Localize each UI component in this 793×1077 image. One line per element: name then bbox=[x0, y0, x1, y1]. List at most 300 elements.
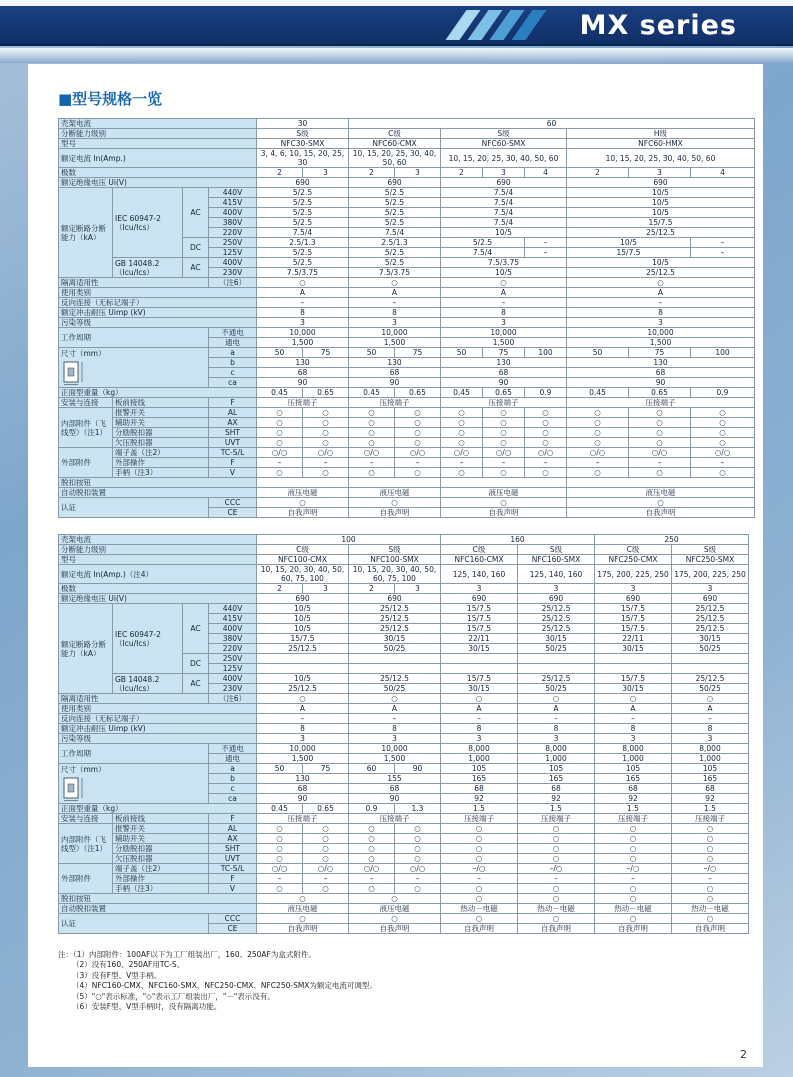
value-cell: 690 bbox=[349, 178, 441, 188]
table-row bbox=[59, 545, 749, 555]
table-row bbox=[59, 188, 755, 198]
label-cell: （注6） bbox=[209, 694, 257, 704]
value-cell: 50 bbox=[257, 764, 303, 774]
label-cell: 通电 bbox=[209, 754, 257, 764]
label-cell: AX bbox=[209, 418, 257, 428]
label-cell: 手柄（注3） bbox=[113, 884, 209, 894]
label-cell: 正面型重量（kg） bbox=[59, 804, 257, 814]
value-cell: A bbox=[349, 704, 441, 714]
label-cell: AC bbox=[183, 188, 209, 238]
value-cell: 1,000 bbox=[672, 754, 749, 764]
label-cell: 400V bbox=[209, 208, 257, 218]
value-cell: S级 bbox=[518, 545, 595, 555]
footnote-line: 注：（1）内部附件：100AF以下为工厂组装出厂，160、250AF为盒式附件。 bbox=[58, 950, 316, 959]
value-cell: 3 bbox=[257, 318, 349, 328]
table-row bbox=[59, 288, 755, 298]
value-cell: 5/2.5 bbox=[349, 188, 441, 198]
footnote-line: （6）安装F型、V型手柄时，没有隔离功能。 bbox=[72, 1001, 222, 1011]
label-cell: 壳架电流 bbox=[59, 119, 257, 129]
value-cell: 130 bbox=[257, 358, 349, 368]
label-cell: 外部附件 bbox=[59, 448, 113, 478]
value-cell: ○ bbox=[691, 408, 755, 418]
value-cell: 8 bbox=[349, 724, 441, 734]
value-cell: ○ bbox=[672, 884, 749, 894]
value-cell: ○ bbox=[595, 844, 672, 854]
value-cell: ○ bbox=[567, 278, 755, 288]
value-cell: A bbox=[595, 704, 672, 714]
value-cell: 8 bbox=[441, 724, 518, 734]
value-cell: 68 bbox=[518, 784, 595, 794]
label-cell: 安装与连接 bbox=[59, 398, 113, 408]
value-cell: ○/○ bbox=[257, 864, 303, 874]
value-cell: 130 bbox=[567, 358, 755, 368]
value-cell bbox=[441, 654, 518, 664]
value-cell: 60 bbox=[349, 764, 395, 774]
label-cell: 手柄（注3） bbox=[113, 468, 209, 478]
value-cell: ○ bbox=[567, 468, 629, 478]
value-cell: 15/7.5 bbox=[441, 614, 518, 624]
label-cell: a bbox=[209, 348, 257, 358]
value-cell: ○ bbox=[395, 834, 441, 844]
value-cell: 8,000 bbox=[595, 744, 672, 754]
label-cell bbox=[59, 348, 209, 388]
value-cell: ○ bbox=[691, 438, 755, 448]
value-cell: 10,000 bbox=[349, 328, 441, 338]
value-cell: 165 bbox=[518, 774, 595, 784]
value-cell bbox=[349, 664, 441, 674]
value-cell: ○ bbox=[257, 468, 303, 478]
value-cell: S级 bbox=[349, 545, 441, 555]
value-cell: ○ bbox=[629, 438, 691, 448]
value-cell: 92 bbox=[518, 794, 595, 804]
value-cell: ○ bbox=[257, 278, 349, 288]
value-cell: 5/2.5 bbox=[349, 218, 441, 228]
value-cell: NFC60-CMX bbox=[349, 139, 441, 149]
table-row bbox=[59, 884, 749, 894]
label-cell: 工作周期 bbox=[59, 328, 209, 348]
section-title: ■型号规格一览 bbox=[58, 90, 163, 108]
series-title: MX series bbox=[579, 9, 737, 41]
value-cell: 690 bbox=[441, 594, 518, 604]
value-cell bbox=[518, 654, 595, 664]
value-cell: ○ bbox=[303, 428, 349, 438]
value-cell: 50 bbox=[441, 348, 483, 358]
value-cell: 3 bbox=[395, 168, 441, 178]
dimension-diagram-icon bbox=[61, 360, 91, 386]
value-cell: 7.5/4 bbox=[441, 248, 525, 258]
table-row bbox=[59, 864, 749, 874]
value-cell: 0.65 bbox=[395, 388, 441, 398]
value-cell: 热动－电磁 bbox=[672, 904, 749, 914]
value-cell: 自我声明 bbox=[257, 508, 349, 518]
value-cell: 60 bbox=[349, 119, 755, 129]
value-cell: 3 bbox=[629, 168, 691, 178]
label-cell: 脱扣按钮 bbox=[59, 894, 257, 904]
value-cell: C级 bbox=[595, 545, 672, 555]
value-cell: ○ bbox=[395, 468, 441, 478]
value-cell: NFC100-CMX bbox=[257, 555, 349, 565]
label-cell: 通电 bbox=[209, 338, 257, 348]
value-cell: ○ bbox=[518, 854, 595, 864]
value-cell: ○ bbox=[303, 854, 349, 864]
value-cell: ○ bbox=[525, 468, 567, 478]
value-cell: 100 bbox=[257, 535, 441, 545]
value-cell: 5/2.5 bbox=[349, 248, 441, 258]
value-cell: ○ bbox=[672, 844, 749, 854]
value-cell: ○/○ bbox=[303, 448, 349, 458]
value-cell: 50 bbox=[257, 348, 303, 358]
value-cell: ○ bbox=[595, 914, 672, 924]
value-cell: ○ bbox=[595, 884, 672, 894]
value-cell: 50/25 bbox=[349, 684, 441, 694]
value-cell: 165 bbox=[441, 774, 518, 784]
label-cell: 安装与连接 bbox=[59, 814, 113, 824]
value-cell: ○ bbox=[672, 694, 749, 704]
value-cell: 250 bbox=[595, 535, 749, 545]
spec-table-frame-30-60 bbox=[58, 118, 755, 518]
value-cell: 5/2.5 bbox=[257, 218, 349, 228]
value-cell: ○ bbox=[672, 914, 749, 924]
value-cell: 10/5 bbox=[257, 624, 349, 634]
value-cell: 热动－电磁 bbox=[441, 904, 518, 914]
value-cell: ○ bbox=[525, 408, 567, 418]
value-cell: ○ bbox=[257, 694, 349, 704]
value-cell: 自我声明 bbox=[441, 924, 518, 934]
value-cell: 7.5/4 bbox=[441, 198, 567, 208]
value-cell: – bbox=[395, 874, 441, 884]
value-cell bbox=[595, 654, 672, 664]
label-cell: 污染等级 bbox=[59, 318, 257, 328]
value-cell: A bbox=[257, 704, 349, 714]
value-cell: – bbox=[441, 298, 567, 308]
label-cell: 内部附件（飞线型）（注1） bbox=[59, 824, 113, 864]
value-cell: 690 bbox=[441, 178, 567, 188]
label-cell: F bbox=[209, 874, 257, 884]
table-row bbox=[59, 894, 749, 904]
value-cell: 液压电磁 bbox=[441, 488, 567, 498]
label-cell: 外部操作 bbox=[113, 458, 209, 468]
value-cell: 90 bbox=[257, 794, 349, 804]
label-cell: 不通电 bbox=[209, 744, 257, 754]
label-cell: 板前接线 bbox=[113, 814, 209, 824]
value-cell: 5/2.5 bbox=[257, 248, 349, 258]
value-cell: ○ bbox=[525, 418, 567, 428]
value-cell: 68 bbox=[441, 784, 518, 794]
value-cell: – bbox=[567, 458, 629, 468]
value-cell: 25/12.5 bbox=[257, 644, 349, 654]
value-cell: 25/12.5 bbox=[518, 674, 595, 684]
value-cell: H级 bbox=[567, 129, 755, 139]
value-cell: ○ bbox=[395, 408, 441, 418]
table-row bbox=[59, 834, 749, 844]
value-cell: 压接端子 bbox=[349, 814, 441, 824]
value-cell: 1,500 bbox=[441, 338, 567, 348]
value-cell: ○ bbox=[441, 694, 518, 704]
value-cell: 10/5 bbox=[257, 614, 349, 624]
value-cell: – bbox=[257, 458, 303, 468]
label-cell: 使用类别 bbox=[59, 704, 257, 714]
value-cell: ○ bbox=[441, 418, 483, 428]
value-cell: – bbox=[691, 248, 755, 258]
value-cell: 压接端子 bbox=[567, 398, 755, 408]
value-cell: 压接端子 bbox=[518, 814, 595, 824]
value-cell: ○ bbox=[349, 468, 395, 478]
value-cell: ○/○ bbox=[349, 448, 395, 458]
value-cell: 130 bbox=[349, 358, 441, 368]
label-cell: 认证 bbox=[59, 914, 209, 934]
value-cell: 155 bbox=[349, 774, 441, 784]
value-cell: S级 bbox=[257, 129, 349, 139]
value-cell: – bbox=[349, 458, 395, 468]
label-cell: 415V bbox=[209, 614, 257, 624]
value-cell: ○ bbox=[595, 894, 672, 904]
footnotes bbox=[58, 950, 763, 1011]
value-cell: 3 bbox=[483, 168, 525, 178]
value-cell: – bbox=[303, 874, 349, 884]
value-cell: ○ bbox=[567, 418, 629, 428]
value-cell: 92 bbox=[595, 794, 672, 804]
value-cell: 7.5/3.75 bbox=[441, 258, 567, 268]
value-cell: ○ bbox=[349, 408, 395, 418]
value-cell: – bbox=[518, 714, 595, 724]
value-cell: 液压电磁 bbox=[349, 904, 441, 914]
value-cell: 1,500 bbox=[349, 754, 441, 764]
value-cell: ○ bbox=[257, 428, 303, 438]
table-row bbox=[59, 694, 749, 704]
label-cell: F bbox=[209, 814, 257, 824]
value-cell: NFC160-SMX bbox=[518, 555, 595, 565]
value-cell: C级 bbox=[257, 545, 349, 555]
dimension-label: 尺寸（mm） bbox=[61, 765, 106, 774]
value-cell: – bbox=[525, 238, 567, 248]
value-cell: ○ bbox=[441, 824, 518, 834]
value-cell: 液压电磁 bbox=[349, 488, 441, 498]
table-row bbox=[59, 764, 749, 774]
value-cell: – bbox=[691, 238, 755, 248]
value-cell: 1.5 bbox=[595, 804, 672, 814]
value-cell: NFC60-SMX bbox=[441, 139, 567, 149]
value-cell: ○ bbox=[395, 884, 441, 894]
label-cell bbox=[59, 764, 209, 804]
label-cell: 额定绝缘电压 Ui(V) bbox=[59, 178, 257, 188]
value-cell: 自我声明 bbox=[595, 924, 672, 934]
value-cell: 压接端子 bbox=[349, 398, 441, 408]
value-cell: ○ bbox=[441, 884, 518, 894]
table-container-30-60 bbox=[58, 118, 763, 518]
value-cell: 25/12.5 bbox=[349, 624, 441, 634]
value-cell: 105 bbox=[441, 764, 518, 774]
value-cell: 30/15 bbox=[595, 684, 672, 694]
value-cell: ○ bbox=[672, 854, 749, 864]
table-row bbox=[59, 119, 755, 129]
value-cell: ○ bbox=[349, 694, 441, 704]
value-cell: 10,000 bbox=[441, 328, 567, 338]
table-row bbox=[59, 584, 749, 594]
value-cell: 165 bbox=[595, 774, 672, 784]
value-cell: ○ bbox=[483, 428, 525, 438]
value-cell: 8,000 bbox=[518, 744, 595, 754]
label-cell: 端子盖（注2） bbox=[113, 448, 209, 458]
value-cell: 5/2.5 bbox=[257, 198, 349, 208]
value-cell: ○ bbox=[441, 844, 518, 854]
spec-table-frame-100-250 bbox=[58, 534, 749, 934]
value-cell: 10,000 bbox=[257, 744, 349, 754]
value-cell bbox=[567, 478, 755, 488]
value-cell: 2.5/1.3 bbox=[257, 238, 349, 248]
value-cell: 8,000 bbox=[672, 744, 749, 754]
value-cell: 25/12.5 bbox=[567, 268, 755, 278]
value-cell: A bbox=[349, 288, 441, 298]
table-row bbox=[59, 488, 755, 498]
value-cell: ○ bbox=[691, 468, 755, 478]
value-cell: S级 bbox=[672, 545, 749, 555]
label-cell: UVT bbox=[209, 854, 257, 864]
value-cell: 7.5/4 bbox=[441, 188, 567, 198]
value-cell: 0.65 bbox=[629, 388, 691, 398]
value-cell: 15/7.5 bbox=[595, 624, 672, 634]
value-cell: 68 bbox=[349, 368, 441, 378]
label-cell: 欠压脱扣器 bbox=[113, 438, 209, 448]
value-cell: 30/15 bbox=[349, 634, 441, 644]
value-cell: 90 bbox=[567, 378, 755, 388]
value-cell: 15/7.5 bbox=[257, 634, 349, 644]
value-cell: 50/25 bbox=[518, 684, 595, 694]
value-cell: ○ bbox=[395, 418, 441, 428]
value-cell: 热动－电磁 bbox=[595, 904, 672, 914]
value-cell: A bbox=[441, 704, 518, 714]
label-cell: 认证 bbox=[59, 498, 209, 518]
value-cell: – bbox=[672, 714, 749, 724]
value-cell: ○ bbox=[303, 418, 349, 428]
value-cell: 90 bbox=[395, 764, 441, 774]
value-cell: NFC100-SMX bbox=[349, 555, 441, 565]
value-cell: 68 bbox=[349, 784, 441, 794]
value-cell: 25/12.5 bbox=[672, 624, 749, 634]
value-cell: 690 bbox=[672, 594, 749, 604]
value-cell: 2.5/1.3 bbox=[349, 238, 441, 248]
value-cell: 30 bbox=[257, 119, 349, 129]
label-cell: 250V bbox=[209, 654, 257, 664]
label-cell: CE bbox=[209, 508, 257, 518]
label-cell: SHT bbox=[209, 428, 257, 438]
value-cell: 10/5 bbox=[257, 674, 349, 684]
value-cell: 15/7.5 bbox=[567, 248, 691, 258]
value-cell: 1,000 bbox=[518, 754, 595, 764]
value-cell: 22/11 bbox=[441, 634, 518, 644]
value-cell: 1.5 bbox=[441, 804, 518, 814]
label-cell: GB 14048.2（Icu/Ics） bbox=[113, 674, 183, 694]
value-cell: 30/15 bbox=[518, 634, 595, 644]
value-cell: 0.45 bbox=[567, 388, 629, 398]
value-cell: 125, 140, 160 bbox=[518, 565, 595, 584]
label-cell: CCC bbox=[209, 498, 257, 508]
label-cell: 220V bbox=[209, 228, 257, 238]
table-row bbox=[59, 458, 755, 468]
value-cell: 10, 15, 20, 25, 30, 40, 50, 60 bbox=[441, 149, 567, 168]
value-cell: 液压电磁 bbox=[257, 904, 349, 914]
value-cell: ○ bbox=[349, 894, 441, 904]
value-cell: 25/12.5 bbox=[257, 684, 349, 694]
value-cell: 1.5 bbox=[672, 804, 749, 814]
label-cell: 415V bbox=[209, 198, 257, 208]
value-cell: A bbox=[441, 288, 567, 298]
label-cell: CCC bbox=[209, 914, 257, 924]
value-cell: ○/○ bbox=[567, 448, 629, 458]
value-cell: ○ bbox=[257, 914, 349, 924]
value-cell: – bbox=[441, 714, 518, 724]
value-cell: ○ bbox=[567, 498, 755, 508]
label-cell: 正面型重量（kg） bbox=[59, 388, 257, 398]
label-cell: 额定绝缘电压 Ui(V) bbox=[59, 594, 257, 604]
value-cell: 105 bbox=[672, 764, 749, 774]
value-cell: 690 bbox=[567, 178, 755, 188]
value-cell: ○ bbox=[525, 438, 567, 448]
value-cell: ○ bbox=[303, 884, 349, 894]
label-cell: DC bbox=[183, 654, 209, 674]
value-cell: 75 bbox=[483, 348, 525, 358]
footnote-line: （4）NFC160-CMX、NFC160-SMX、NFC250-CMX、NFC250-SMX为额定电流可调型。 bbox=[72, 981, 377, 991]
content-sheet bbox=[28, 64, 763, 1067]
value-cell: 压接端子 bbox=[595, 814, 672, 824]
label-cell: 自动脱扣装置 bbox=[59, 488, 257, 498]
label-cell: 440V bbox=[209, 188, 257, 198]
label-cell: IEC 60947-2（Icu/Ics） bbox=[113, 188, 183, 258]
value-cell: ○/○ bbox=[441, 448, 483, 458]
table-row bbox=[59, 704, 749, 714]
value-cell: 压接端子 bbox=[441, 398, 567, 408]
label-cell: 反向连接（无标记端子） bbox=[59, 298, 257, 308]
table-row bbox=[59, 468, 755, 478]
value-cell: 自我声明 bbox=[349, 508, 441, 518]
label-cell: 分励脱扣器 bbox=[113, 844, 209, 854]
value-cell: ○/○ bbox=[629, 448, 691, 458]
value-cell: ○ bbox=[257, 418, 303, 428]
value-cell: 690 bbox=[257, 594, 349, 604]
value-cell: 8 bbox=[595, 724, 672, 734]
value-cell: ○ bbox=[441, 914, 518, 924]
label-cell: SHT bbox=[209, 844, 257, 854]
table-row bbox=[59, 139, 755, 149]
value-cell: ○ bbox=[303, 844, 349, 854]
value-cell: 5/2.5 bbox=[349, 198, 441, 208]
value-cell: ○ bbox=[257, 834, 303, 844]
label-cell: 板前接线 bbox=[113, 398, 209, 408]
value-cell: 8 bbox=[567, 308, 755, 318]
value-cell: 5/2.5 bbox=[257, 258, 349, 268]
value-cell: ○ bbox=[303, 824, 349, 834]
label-cell: 型号 bbox=[59, 555, 257, 565]
value-cell: ○ bbox=[595, 854, 672, 864]
value-cell: 690 bbox=[518, 594, 595, 604]
value-cell: – bbox=[525, 458, 567, 468]
value-cell: – bbox=[595, 874, 672, 884]
value-cell: 0.9 bbox=[525, 388, 567, 398]
value-cell: 压接端子 bbox=[441, 814, 518, 824]
value-cell: 690 bbox=[349, 594, 441, 604]
value-cell: C级 bbox=[349, 129, 441, 139]
value-cell: 压接端子 bbox=[257, 814, 349, 824]
value-cell: 0.65 bbox=[303, 804, 349, 814]
value-cell: 自我声明 bbox=[672, 924, 749, 934]
value-cell: ○ bbox=[349, 418, 395, 428]
page-header-bar bbox=[0, 6, 793, 46]
value-cell bbox=[257, 654, 349, 664]
label-cell: 内部附件（飞线型）（注1） bbox=[59, 408, 113, 448]
value-cell: 100 bbox=[691, 348, 755, 358]
value-cell: ○ bbox=[672, 834, 749, 844]
table-row bbox=[59, 535, 749, 545]
label-cell: 440V bbox=[209, 604, 257, 614]
